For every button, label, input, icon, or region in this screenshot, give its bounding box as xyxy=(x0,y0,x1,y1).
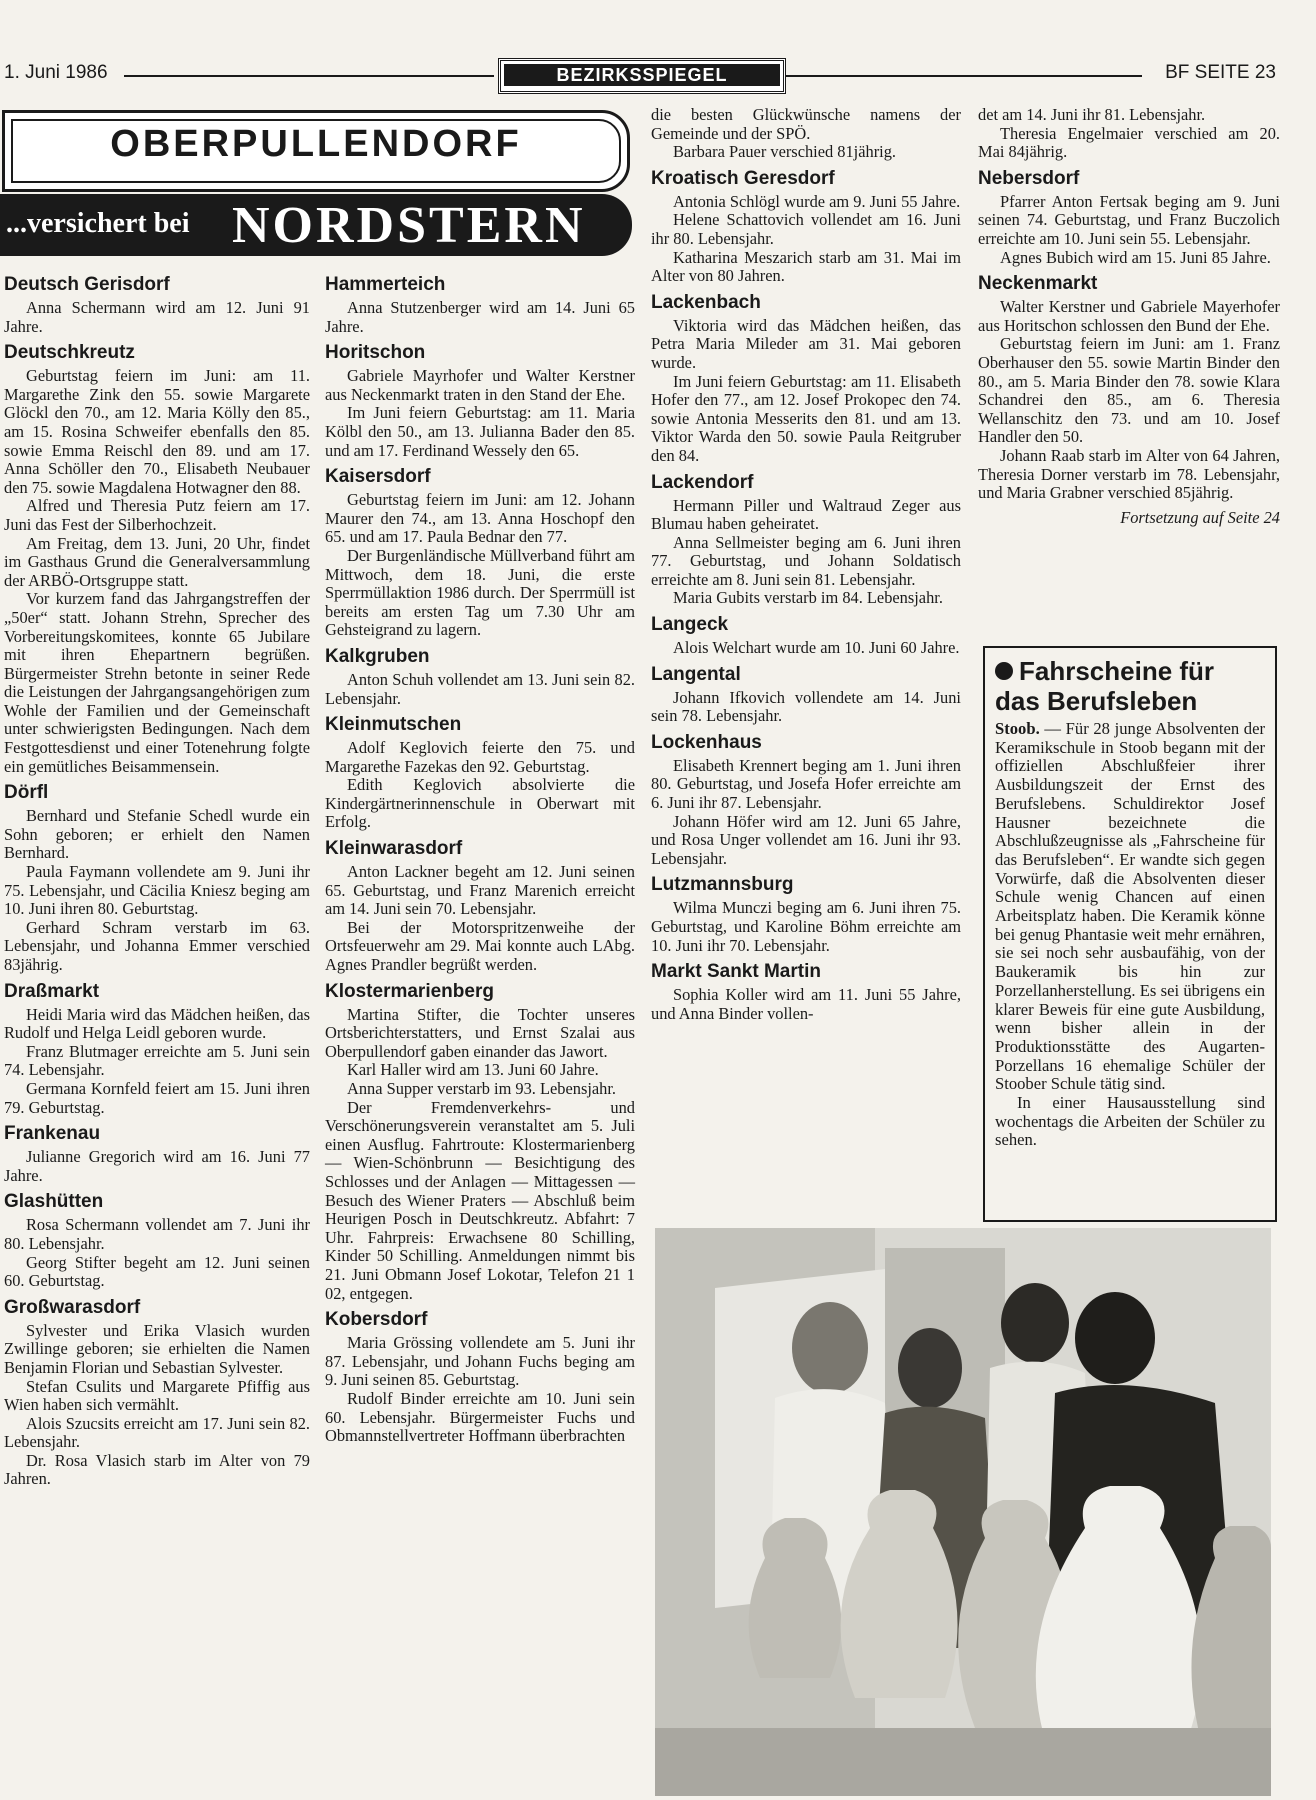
place-heading: Lockenhaus xyxy=(651,731,762,753)
place-heading: Draßmarkt xyxy=(4,980,100,1002)
place-heading: Lutzmannsburg xyxy=(651,874,794,896)
feature-dateline: Stoob. xyxy=(995,719,1040,738)
news-paragraph: Alfred und Theresia Putz feiern am 17. Juni das Fest der Silberhochzeit. xyxy=(4,496,310,534)
feature-body-2: In einer Hausausstellung sind wochentags die Arbeiten der Schüler zu sehen. xyxy=(995,1093,1265,1150)
place-heading: Kaisersdorf xyxy=(325,466,431,488)
header-rule-right xyxy=(786,75,1142,77)
news-paragraph: Sophia Koller wird am 11. Juni 55 Jahre, und Anna Binder vollen- xyxy=(651,985,961,1023)
news-paragraph: Johann Höfer wird am 12. Juni 65 Jahre, und Rosa Unger vollendet am 16. Juni ihr 93. Lebensjahr. xyxy=(651,811,961,868)
column-2 xyxy=(325,268,635,1446)
news-paragraph: Viktoria wird das Mädchen heißen, das Petra Maria Mileder am 31. Mai geboren wurde. xyxy=(651,315,961,372)
place-heading: Neckenmarkt xyxy=(978,273,1098,295)
news-paragraph: Am Freitag, dem 13. Juni, 20 Uhr, findet im Gasthaus Grund die Generalversammlung der ARBÖ-Ortsgruppe statt. xyxy=(4,533,310,590)
sponsor-brand: NORDSTERN xyxy=(232,197,586,254)
news-paragraph: Agnes Bubich wird am 15. Juni 85 Jahre. xyxy=(1000,247,1271,267)
continued-paragraph: Barbara Pauer verschied 81jährig. xyxy=(673,142,897,162)
news-paragraph: Katharina Meszarich starb am 31. Mai im Alter von 80 Jahren. xyxy=(651,247,961,286)
news-paragraph: Bei der Motorspritzenweihe der Ortsfeuerwehr am 29. Mai konnte auch LAbg. Agnes Prandler begrüßt werden. xyxy=(325,917,635,975)
news-paragraph: Germana Kornfeld feiert am 15. Juni ihren 79. Geburtstag. xyxy=(4,1078,310,1117)
place-heading: Hammerteich xyxy=(325,274,446,295)
news-paragraph: Anna Sellmeister beging am 6. Juni ihren 77. Geburtstag, und Johann Soldatisch erreichte am 8. Juni sein 81. Lebensjahr. xyxy=(651,532,961,589)
section-rubric xyxy=(498,58,786,94)
news-paragraph: Geburtstag feiern im Juni: am 11. Margarethe Zink den 55. sowie Margarete Glöckl den 70., am 12. Maria Kölly den 85., am 15. Rosina Schweifer ebenfalls den 85. sowie Emma Reischl den 89. und am 17. Anna Schöller den 70., Elisabeth Neubauer den 75. sowie Magdalena Hotwagner den 88. xyxy=(4,366,310,497)
continued-paragraph: die besten Glückwünsche namens der Gemeinde und der SPÖ. xyxy=(651,105,961,143)
news-paragraph: Elisabeth Krennert beging am 1. Juni ihren 80. Geburtstag, und Josefa Hofer erreichte am 6. Juni ihr 87. Lebensjahr. xyxy=(651,755,961,813)
news-paragraph: Hermann Piller und Waltraud Zeger aus Blumau haben geheiratet. xyxy=(651,495,961,534)
news-paragraph: Heidi Maria wird das Mädchen heißen, das Rudolf und Helga Leidl geboren wurde. xyxy=(4,1004,310,1043)
news-paragraph: Anna Supper verstarb im 93. Lebensjahr. xyxy=(347,1079,617,1098)
feature-body xyxy=(995,720,1265,1094)
place-heading: Kalkgruben xyxy=(325,645,430,667)
news-paragraph: Anna Stutzenberger wird am 14. Juni 65 Jahre. xyxy=(325,298,635,336)
feature-title xyxy=(995,656,1265,716)
news-paragraph: Rudolf Binder erreichte am 10. Juni sein 60. Lebensjahr. Bürgermeister Fuchs und Obmannstellvertreter Hoffmann überbrachten xyxy=(325,1388,635,1446)
page-header xyxy=(0,58,1316,94)
news-paragraph: Julianne Gregorich wird am 16. Juni 77 Jahre. xyxy=(4,1147,310,1185)
place-heading: Kobersdorf xyxy=(325,1309,428,1331)
news-paragraph: Gerhard Schram verstarb im 63. Lebensjahr, und Johanna Emmer verschied 83jährig. xyxy=(4,917,310,974)
district-title: OBERPULLENDORF xyxy=(110,123,522,165)
news-paragraph: Geburtstag feiern im Juni: am 12. Johann Maurer den 74., am 13. Anna Hoschopf den 65. und am 17. Paula Bednar den 77. xyxy=(325,490,635,547)
news-paragraph: Dr. Rosa Vlasich starb im Alter von 79 Jahren. xyxy=(4,1450,310,1489)
news-paragraph: Sylvester und Erika Vlasich wurden Zwillinge geboren; sie erhielten die Namen Benjamin Florian und Sebastian Sylvester. xyxy=(4,1320,310,1377)
place-heading: Markt Sankt Martin xyxy=(651,961,821,983)
news-paragraph: Helene Schattovich vollendet am 16. Juni ihr 80. Lebensjahr. xyxy=(651,210,961,248)
place-heading: Langeck xyxy=(651,614,729,636)
news-paragraph: Geburtstag feiern im Juni: am 1. Franz Oberhauser den 55. sowie Martin Binder den 80., am 5. Maria Binder den 78. sowie Klara Schandrei den 85., am 6. Theresia Wellanschitz den 73. und am 10. Josef Handler den 50. xyxy=(978,334,1280,447)
news-paragraph: Anton Lackner begeht am 12. Juni seinen 65. Geburtstag, und Franz Marenich erreicht am 14. Juni sein 70. Lebensjahr. xyxy=(325,862,635,919)
news-paragraph: Anton Schuh vollendet am 13. Juni sein 82. Lebensjahr. xyxy=(325,669,635,708)
news-paragraph: Adolf Keglovich feierte den 75. und Margarethe Fazekas den 92. Geburtstag. xyxy=(325,738,635,776)
place-heading: Großwarasdorf xyxy=(4,1296,141,1318)
column-3 xyxy=(651,106,961,1023)
news-paragraph: Der Fremdenverkehrs- und Verschönerungsverein veranstaltet am 5. Juli einen Ausflug. Fahrtroute: Klostermarienberg — Wien-Schönbrunn — Besichtigung des Schlosses und der Anlagen — Mittagessen — Besuch des Wiener Praters — Abschluß beim Heurigen Posch in Deutschkreutz. Abfahrt: 7 Uhr. Fahrpreis: Erwachsene 80 Schilling, Kinder 50 Schilling. Anmeldungen nimmt bis 21. Juni Obmann Josef Lokotar, Telefon 21 1 02, entgegen. xyxy=(325,1097,635,1303)
issue-date: 1. Juni 1986 xyxy=(4,62,108,83)
news-paragraph: Alois Szucsits erreicht am 17. Juni sein 82. Lebensjahr. xyxy=(4,1413,310,1452)
section-rubric-label: BEZIRKSSPIEGEL xyxy=(504,64,780,86)
news-paragraph: Johann Ifkovich vollendete am 14. Juni sein 78. Lebensjahr. xyxy=(651,687,961,726)
place-heading: Glashütten xyxy=(4,1191,104,1213)
news-paragraph: Pfarrer Anton Fertsak beging am 9. Juni seinen 74. Geburtstag, und Franz Buczolich erreichte am 10. Juni sein 55. Lebensjahr. xyxy=(978,191,1280,248)
news-paragraph: Franz Blutmager erreichte am 5. Juni sein 74. Lebensjahr. xyxy=(4,1041,310,1080)
place-heading: Kroatisch Geresdorf xyxy=(651,167,835,189)
news-paragraph: Vor kurzem fand das Jahrgangstreffen der „50er“ statt. Johann Strehn, Sprecher des Vorbereitungskomitees, konnte 65 Jubilare mit ihren Ehepartnern begrüßen. Bürgermeister Strehn betonte in seiner Rede die Leistungen der Jahrgangsangehörigen zum Wohle der Familien und der Gemeinschaft unter schwierigsten Bedingungen. Nach dem Festgottesdienst und einer Totenehrung folgte ein gemütliches Beisammensein. xyxy=(4,589,310,776)
place-heading: Frankenau xyxy=(4,1123,101,1145)
place-heading: Kleinmutschen xyxy=(325,714,462,736)
news-paragraph: Wilma Munczi beging am 6. Juni ihren 75. Geburtstag, und Karoline Böhm erreichte am 10. Juni ihr 70. Lebensjahr. xyxy=(651,898,961,955)
news-paragraph: Alois Welchart wurde am 10. Juni 60 Jahre. xyxy=(673,638,960,658)
sponsor-tagline: ...versichert bei xyxy=(6,208,190,239)
news-paragraph: Maria Grössing vollendete am 5. Juni ihr 87. Lebensjahr, und Johann Fuchs beging am 9. Juni seinen 85. Geburtstag. xyxy=(325,1333,635,1390)
feature-title-text: Fahrscheine für das Berufsleben xyxy=(995,656,1215,716)
news-paragraph: Gabriele Mayrhofer und Walter Kerstner aus Neckenmarkt traten in den Stand der Ehe. xyxy=(325,366,635,404)
news-paragraph: Antonia Schlögl wurde am 9. Juni 55 Jahre. xyxy=(673,191,961,211)
place-heading: Horitschon xyxy=(325,342,426,364)
column-4 xyxy=(978,106,1280,527)
news-paragraph: Anna Schermann wird am 12. Juni 91 Jahre. xyxy=(4,298,310,336)
column-1 xyxy=(4,268,310,1489)
news-paragraph: Martina Stifter, die Tochter unseres Ortsberichterstatters, und Ernst Szalai aus Oberpullendorf gaben einander das Jawort. xyxy=(325,1004,635,1061)
bullet-icon xyxy=(995,662,1013,680)
place-heading: Langental xyxy=(651,663,741,685)
feature-box xyxy=(983,646,1277,1222)
district-masthead xyxy=(2,110,630,192)
place-heading: Dörfl xyxy=(4,782,49,804)
news-paragraph: Rosa Schermann vollendet am 7. Juni ihr 80. Lebensjahr. xyxy=(4,1215,310,1253)
photo-illustration xyxy=(655,1228,1271,1796)
news-paragraph: Bernhard und Stefanie Schedl wurde ein Sohn geboren; er erhielt den Namen Bernhard. xyxy=(4,806,310,863)
page-number: BF SEITE 23 xyxy=(1165,62,1276,83)
place-heading: Lackendorf xyxy=(651,471,754,493)
sponsor-banner xyxy=(0,194,632,256)
news-paragraph: Maria Gubits verstarb im 84. Lebensjahr. xyxy=(673,588,943,608)
news-paragraph: Edith Keglovich absolvierte die Kindergärtnerinnenschule in Oberwart mit Erfolg. xyxy=(325,775,635,832)
news-paragraph: Georg Stifter begeht am 12. Juni seinen 60. Geburtstag. xyxy=(4,1252,310,1291)
place-heading: Deutsch Gerisdorf xyxy=(4,274,170,295)
news-paragraph: Johann Raab starb im Alter von 64 Jahren, Theresia Dorner verstarb im 78. Lebensjahr, und Maria Grabner verschied 85jährig. xyxy=(978,445,1280,503)
news-paragraph: Im Juni feiern Geburtstag: am 11. Elisabeth Hofer den 77., am 12. Josef Prokopec den 74. sowie Antonia Messerits den 81. und am 13. Viktor Warda den 50. sowie Paula Reitgruber den 84. xyxy=(651,371,961,465)
place-heading: Nebersdorf xyxy=(978,167,1080,189)
news-paragraph: Stefan Csulits und Margarete Pfiffig aus Wien haben sich vermählt. xyxy=(4,1376,310,1415)
news-paragraph: Im Juni feiern Geburtstag: am 11. Maria Kölbl den 50., am 13. Julianna Bader den 85. und am 17. Ferdinand Wessely den 65. xyxy=(325,403,635,460)
place-heading: Deutschkreutz xyxy=(4,342,135,364)
feature-body-text: — Für 28 junge Absolventen der Keramikschule in Stoob begann mit der offiziellen Abschlußfeier ihrer Ausbildungszeit der Ernst des Berufslebens. Schuldirektor Josef Hausner bezeichnete die Abschlußzeugnisse als „Fahrscheine für das Berufsleben“. Er wandte sich gegen Vorwürfe, daß die Absolventen dieser Schule wenig Chancen auf einen Arbeitsplatz haben. Die Keramik könne bei genug Phantasie weit mehr ernähren, sie sei noch sehr ausbaufähig, von der Baukeramik bis hin zur Porzellanherstellung. Es sei übrigens ein klarer Beweis für eine gute Ausbildung, wenn bisher allein in der Produktionsstätte des Augarten-Porzellans 16 ehemalige Schüler der Stoober Schule tätig sind. xyxy=(995,719,1266,1094)
continuation-note: Fortsetzung auf Seite 24 xyxy=(1120,507,1280,527)
news-paragraph: Karl Haller wird am 13. Juni 60 Jahre. xyxy=(347,1060,599,1080)
place-heading: Kleinwarasdorf xyxy=(325,838,463,860)
ceramics-photo xyxy=(655,1228,1271,1796)
news-paragraph: Paula Faymann vollendete am 9. Juni ihr 75. Lebensjahr, und Cäcilia Kniesz beging am 10. Juni ihren 80. Geburtstag. xyxy=(4,862,310,919)
news-paragraph: Der Burgenländische Müllverband führt am Mittwoch, dem 18. Juni, die erste Sperrmüllaktion 1986 durch. Der Sperrmüll ist bereits am ersten Tag um 7.30 Uhr am Gehsteigrand zu lagern. xyxy=(325,545,635,640)
place-heading: Lackenbach xyxy=(651,291,761,313)
place-heading: Klostermarienberg xyxy=(325,980,494,1002)
continued-paragraph: det am 14. Juni ihr 81. Lebensjahr. xyxy=(978,105,1206,124)
news-paragraph: Walter Kerstner und Gabriele Mayerhofer aus Horitschon schlossen den Bund der Ehe. xyxy=(978,297,1280,335)
continued-paragraph: Theresia Engelmaier verschied am 20. Mai 84jährig. xyxy=(978,123,1280,162)
header-rule-left xyxy=(124,75,494,77)
